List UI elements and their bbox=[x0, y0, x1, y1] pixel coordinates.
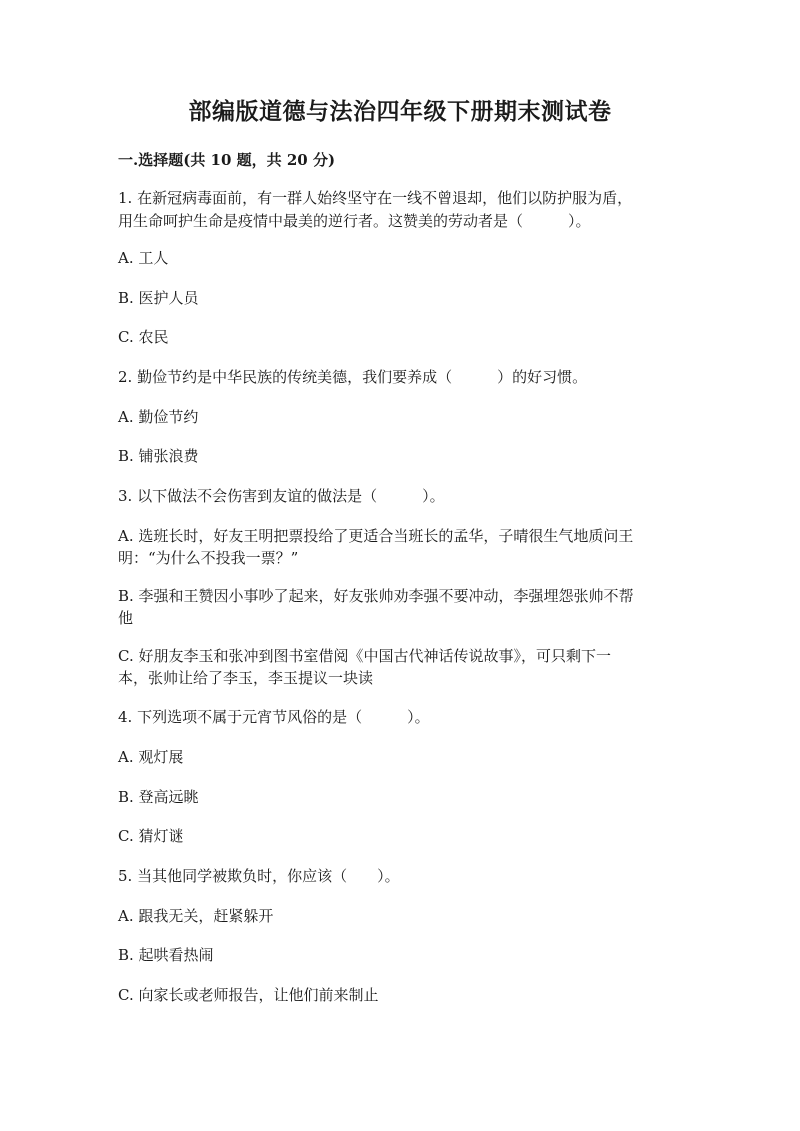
question-3-option-a-line-2: 明：“为什么不投我一票？” bbox=[118, 549, 299, 567]
question-2-option-b: B. 铺张浪费 bbox=[118, 447, 199, 465]
page-title: 部编版道德与法治四年级下册期末测试卷 bbox=[188, 98, 612, 125]
question-4-option-a: A. 观灯展 bbox=[118, 748, 184, 766]
question-3-stem: 3. 以下做法不会伤害到友谊的做法是（ ）。 bbox=[118, 487, 445, 505]
question-3-option-c-line-1: C. 好朋友李玉和张冲到图书室借阅《中国古代神话传说故事》，可只剩下一 bbox=[118, 647, 611, 665]
question-4-stem: 4. 下列选项不属于元宵节风俗的是（ ）。 bbox=[118, 708, 430, 726]
question-3-option-c-line-2: 本，张帅让给了李玉，李玉提议一块读 bbox=[118, 669, 374, 687]
question-3-option-b-line-1: B. 李强和王赞因小事吵了起来，好友张帅劝李强不要冲动，李强埋怨张帅不帮 bbox=[118, 587, 634, 605]
question-2-option-a: A. 勤俭节约 bbox=[118, 408, 199, 426]
question-1-option-c: C. 农民 bbox=[118, 328, 169, 346]
question-1-stem-line-2: 用生命呵护生命是疫情中最美的逆行者。这赞美的劳动者是（ ）。 bbox=[118, 212, 591, 230]
question-3-option-b-line-2: 他 bbox=[118, 609, 134, 627]
question-3-option-a-line-1: A. 选班长时，好友王明把票投给了更适合当班长的孟华，子晴很生气地质问王 bbox=[118, 527, 634, 545]
question-4-option-b: B. 登高远眺 bbox=[118, 788, 199, 806]
question-1-stem-line-1: 1. 在新冠病毒面前，有一群人始终坚守在一线不曾退却，他们以防护服为盾， bbox=[118, 189, 633, 207]
question-5-stem: 5. 当其他同学被欺负时，你应该（ ）。 bbox=[118, 867, 400, 885]
question-2-stem: 2. 勤俭节约是中华民族的传统美德，我们要养成（ ）的好习惯。 bbox=[118, 368, 588, 386]
question-1-option-b: B. 医护人员 bbox=[118, 289, 199, 307]
section-heading: 一.选择题(共 10 题，共 20 分) bbox=[118, 151, 336, 169]
question-5-option-b: B. 起哄看热闹 bbox=[118, 946, 214, 964]
question-4-option-c: C. 猜灯谜 bbox=[118, 827, 184, 845]
question-1-option-a: A. 工人 bbox=[118, 249, 169, 267]
question-5-option-a: A. 跟我无关，赶紧躲开 bbox=[118, 907, 274, 925]
question-5-option-c: C. 向家长或老师报告，让他们前来制止 bbox=[118, 986, 379, 1004]
